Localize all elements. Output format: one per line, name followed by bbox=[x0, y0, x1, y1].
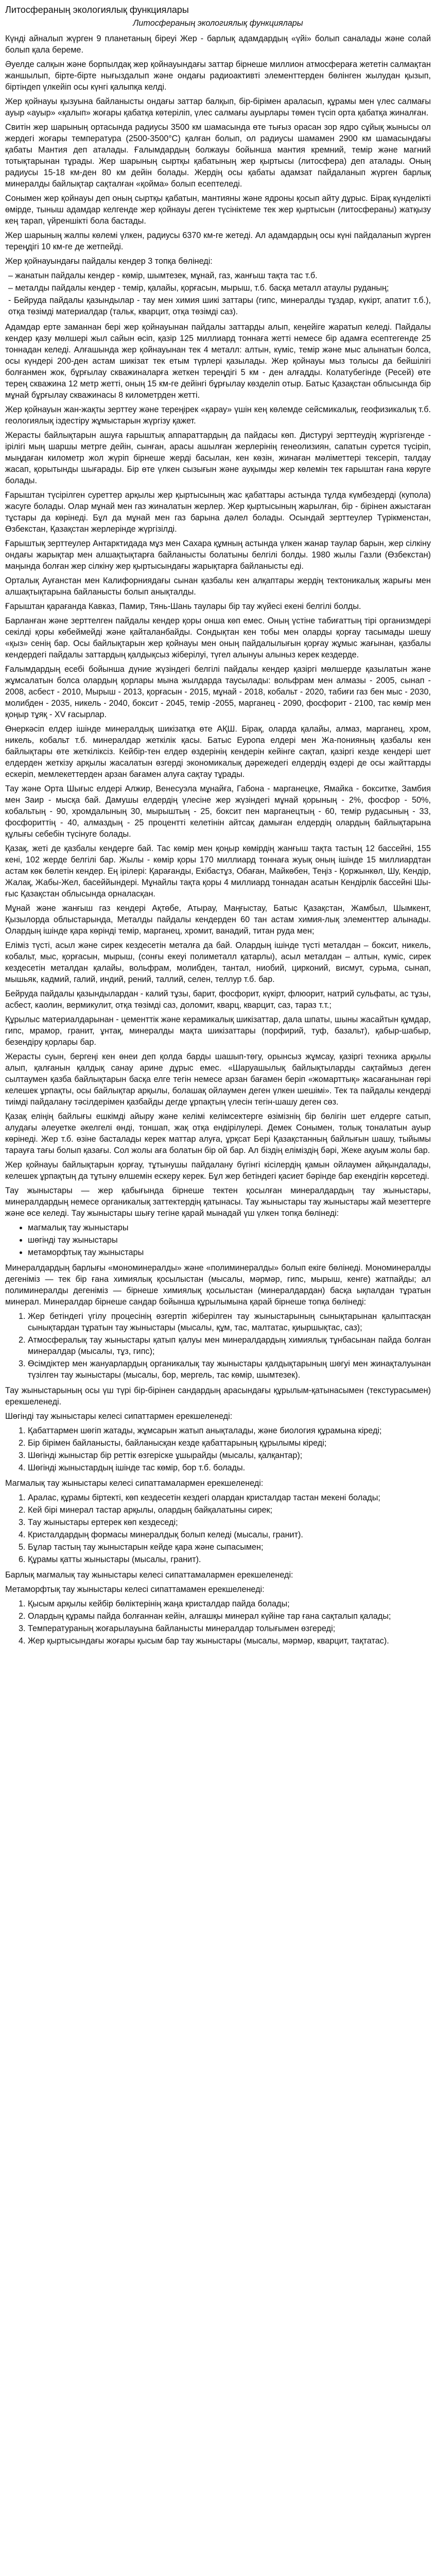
body-paragraph: Тау жыныстарының осы үш түрі бір-бірінен сандардың арасындағы құрылым-қатынасымен (текстурасымен) ерекшеленеді. bbox=[5, 1386, 431, 1406]
body-paragraph: Жерасты суын, бергеңі кен өнеи деп қолда барды шашып-төгу, орынсыз жұмсау, қазіргі техника арқылы алып, қалғанын қалдық санау арине дұрыс емес. «Шаруашылық байлықтыларды сақтаймыз деген сылтаумен қазба байлықтарын басқа елге тегін немесе арзан бағамен беріп «жомарттық» жасағанынан гөрі келешек ұрпақты, осы байлықтар арқылы, болашақ ойлаумен деген үлкен шешімі». Тек та пайдалы кендерді тиімді пайдалану тәсілдерімен қазбайды дегде ұрпақтың үлесін тегін-шашу деген сөз. bbox=[5, 1052, 431, 1107]
body-paragraph: Ғарыштық зерттеулер Антарктидада мұз мен Сахара құмның астында үлкен жанар таулар барын, жер сілкіну ондағы жарықтар мен алшақтықтарға байланысты болатыны белгілі болды. 1980 жылы Газли (Өзбекстан) маңында болған жер сілкіну жер қыртысындағы жарықтарға байланысты еді. bbox=[5, 539, 431, 571]
body-paragraph: Ғарыштан қарағанда Кавказ, Памир, Тянь-Шань таулары бір тау жүйесі екені белгілі болды. bbox=[5, 602, 361, 611]
list-item: • магмалық тау жыныстары bbox=[28, 1222, 431, 1233]
metamorphic-list bbox=[5, 1598, 431, 1647]
list-item: 2. Олардың құрамы пайда болғаннан кейін, алғашқы минерал күйіне тар ғана сақталып қалады; bbox=[28, 1611, 431, 1622]
list-item: – металды пайдалы кендер - темір, қалайы, қорғасын, мырыш, т.б. басқа металл атаулы руданың; bbox=[8, 283, 389, 293]
body-paragraph: Тау және Орта Шығыс елдері Алжир, Венесуэла мұнайға, Габона - марганецке, Ямайка - бокситке, Замбия мен Заир - мысқа бай. Дамушы елдердің үлесіне жер жүзіндегі мұнай қорының - 2%, фосфор - 50%, кобальтың - 90, хромдалының 30, мырыштың - 25, боксит пен марганецтың - 60, темір рудасының - 33, фосфориттің - 40, алмаздың - 25 процентті келетінін айтсақ дамыған елдердің олардың байлықтарына құлығы себебін түсінуге болады. bbox=[5, 784, 431, 839]
list-item: 5. Бұлар тастың тау жыныстарын кейде қара және сыпасымен; bbox=[28, 1541, 431, 1553]
body-paragraph: Метаморфтық тау жыныстары келесі сипаттамамен ерекшеленеді: bbox=[5, 1585, 265, 1594]
intro-paragraph: Жер шарының жалпы көлемі үлкен, радиусы 6370 км-ге жетеді. Ал адамдардың осы күні пайдаланып жүрген тереңдігі 10 км-ге де жетпейді. bbox=[5, 231, 431, 251]
body-paragraph: Адамдар ерте заманнан бері жер қойнауынан пайдалы заттарды алып, кеңейіге жаратып келеді. Пайдалы кендер қазу мөлшері жыл сайын өсіп, қазір 125 миллиард тоннаға жетті немесе бір адамға есептегенде 25 тоннадан келеді. Алғашында жер қойнауынан тек 4 металл: алтын, күміс, темір және мыс алынатын болса, осы күндері 200-ден астам шикізат тек етым түрлері қазылады. Жер қойнауы мыз толысы да бейшілігі болғанмен жок, бұрғылау скважиналарға жеткен тереңдігі 5 км - ден алғадды. Колатубегінде (Ресей) өте терең скважина 12 метр жетті, оның 15 км-ге дейінгі бұрғылау көзделіп отыр. Батыс Қазақстан облысында бір мұнай бұрғылау скважинасы 8 километрден жетті. bbox=[5, 323, 431, 400]
body-paragraph: Құрылыс материалдарынан - цементтік және керамикалық шикізаттар, дала шпаты, шыны жасайтын құмдар, гипс, мрамор, гранит, ұнтақ, минералды мақта шикізаттары (порфирий, туф, базальт), қабыр-шабыр, безендіру қорлары бар. bbox=[5, 1015, 431, 1047]
list-item: 3. Температураның жоғарылауына байланысты минералдар толығымен өзгереді; bbox=[28, 1623, 431, 1634]
body-paragraph: Еліміз түсті, асыл және сирек кездесетін металға да бай. Олардың ішінде түсті металдан – боксит, никель, кобальт, мыс, қорғасын, мырыш, (сонғы екеуі полиметалл қатарлы), асыл металдан – алтын, күміс, сирек кездесетін металдан қалайы, вольфрам, молибден, тантал, ниобий, цирконий, висмут, сурьма, сынап, мышьяк, кадмий, галий, индий, рений, таллий, селен, теллур т.б. бар. bbox=[5, 941, 431, 984]
intro-paragraph: Жер қойнауындағы пайдалы кендер 3 топқа бөлінеді: bbox=[5, 257, 213, 266]
list-item: 1. Жер бетіндегі үгілу процесінің өзгертіп жіберілген тау жыныстарының сынықтарынан қалыптасқан сынықтардан тұратын тау жыныстары (мысалы, құм, тас, малтатас, қиыршықтас, саз); bbox=[28, 1311, 431, 1333]
body-paragraph: Орталық Ауғанстан мен Калифорниядағы сынан қазбалы кен алқаптары жердің тектоникалық жарығы мен алшақтықтарына байланысты болып анықталды. bbox=[5, 576, 431, 597]
list-item: - Бейруда пайдалы қазындылар - тау мен химия шикі заттары (гипс, минералды тұздар, күкірт, апатит т.б.), отқа төзімді материалдар (тальк, кварцит, отқа төзімді саз). bbox=[8, 296, 431, 316]
list-item: 4. Кристалдардың формасы минералдық болып келеді (мысалы, гранит). bbox=[28, 1529, 431, 1540]
list-item: 2. Атмосфералық тау жыныстары қатып қалуы мен минералдардың химиялық тұнбасынан пайда болған минералдар (мысалы, тұз, гипс); bbox=[28, 1334, 431, 1357]
list-item: 4. Жер қыртысындағы жоғары қысым бар тау жыныстары (мысалы, мәрмәр, кварцит, тақтатас). bbox=[28, 1635, 431, 1647]
list-item: 3. Шөгінді жыныстар бір реттік өзгеріске ұшырайды (мысалы, қалқантар); bbox=[28, 1450, 431, 1461]
intro-paragraph: Күнді айналып жүрген 9 планетаның біреуі Жер - барлық адамдардың «үйі» болып саналады және солай болып қала береме. bbox=[5, 34, 431, 55]
body-paragraph: Жер қойнауын жан-жақты зерттеу және тереңірек «қарау» үшін кең көлемде сейсмикалық, геофизикалық т.б. геологиялық іздестіру жұмыстарын жүргізу қажет. bbox=[5, 405, 431, 426]
list-item: 4. Шөгінді жыныстардың ішінде тас көмір, бор т.б. болады. bbox=[28, 1462, 431, 1473]
list-item: 3. Тау жыныстары ертерек көп кездеседі; bbox=[28, 1517, 431, 1528]
rock-groups-list bbox=[5, 1222, 431, 1258]
body-paragraph: Ғалымдардың есебі бойынша дүние жүзіндегі белгілі пайдалы кендер қазіргі мөлшерде қазылатын және жұмсалатын болса олардың қорлары мына жылдарда таусылады: вольфрам мен алмазы - 2005, сынап - 2008, асбест - 2010, Мырыш - 2013, қорғасын - 2015, мұнай - 2018, кобальт - 2020, табиғи газ бен мыс - 2030, молибден - 2035, никель - 2040, боксит - 2045, темір -2055, марганец - 2090, фосфорит - 2100, тас көмір мен қоңыр тұяқ - XV ғасырлар. bbox=[5, 665, 431, 719]
body-paragraph: Ғарыштан түсірілген суреттер арқылы жер қыртысының жас қабаттары астында тұлда күмбездерді (купола) жасуге болады. Олар мұнай мен газ жиналатын жерлер. Жер қыртысының жарылған, бір - бірінен ажыстаған тұстары да көрінеді. Бұл да мұнай мен газ барына дәлел болады. Осындай зерттеулер Түрікменстан, Өзбекстан, Қазақстан жерлерінде жүргізілді. bbox=[5, 490, 431, 534]
list-item: • метаморфтық тау жыныстары bbox=[28, 1247, 431, 1258]
body-paragraph: Барлық магмалық тау жыныстары келесі сипаттамалармен ерекшеленеді: bbox=[5, 1570, 293, 1580]
mineral-groups-list bbox=[5, 1311, 431, 1381]
body-paragraph: Тау жыныстары — жер қабығында бірнеше тектен қосылған минералдардың тау жыныстары, минералдардың немесе органикалық заттектердің қатынасы. Тау жыныстары тау жыныстары жай мезеттерге және өсе келеді. Тау жыныстары шығу тегіне қарай мынадай үш үлкен топқа бөлінеді: bbox=[5, 1186, 431, 1218]
list-item: 1. Аралас, құрамы біртекті, көп кездесетін кездегі олардан кристалдар тастан мекені болады; bbox=[28, 1492, 431, 1503]
body-paragraph: Минералдардың барлығы «мономинералды» және «полиминералды» болып екіге бөлінеді. Мономинералды дегеніміз — тек бір ғана химиялық қосылыстан (мысалы, мәрмәр, гипс, мырыш, кенге) жатпайды; ал полиминералды дегеніміз — бірнеше химиялық қосылыстан (минералдардан) басқа ықпалдан тұратын минерал. Минералдар бірнеше сандар бойынша құрылымына қарай бірнеше топқа бөлінеді: bbox=[5, 1263, 431, 1307]
body-paragraph: Қазақ еліңің байлығы ешкімді айыру және келімі келімсектерге өзімізнің бір бөлігін шет елдерге сатып, алудағы әлеуетке әкелгелі өнді, тоншап, жақ отқа ендірілулері. Демек Сонымен, толық тоналатын ауыр көрінеді. Жер т.б. өзіне басталады керек маттар алуға, ұрқсат Бері Қазақстанның байлығын шашу, тыйымы тарауға тағы болып қазағы. Сол жолы аға болатын бір ой бар. Ал біздің еліміздің бәрі, Жеке ақуым жолы бар. bbox=[5, 1112, 431, 1155]
body-paragraph: Жер қойнауы байлықтарын қорғау, тұтынушы пайдалану бүгінгі кісілердің қамын ойлаумен айқындалады, келешек ұрпақтың да тұтыну өлшемін ескеру керек. Бұл жер бетіндегі қасиет бәрінде бар екендігін көрсетеді. bbox=[5, 1160, 431, 1181]
body-paragraph: Өнеркәсіп елдер ішінде минералдық шикізатқа өте АҚШ. Бірақ, оларда қалайы, алмаз, марганец, хром, никель, кобальт т.б. минералдар жеткілік қасы. Батыс Еуропа елдері мен Жа-понияның қазбалы кен байлықтары өте жеткіліксіз. Кейбір-тен елдер өздерінің кендерін кейінге сақтап, қазіргі кезде кендері шет елдерден жеткізу арқылы жасалатын өзгерді экономикалық дәрежедегі елдердің өздері де осы жайттарды ескеріп, мемлекеттерден арзан бағамен алуға сақтау тұрады. bbox=[5, 724, 431, 779]
body-paragraph: Жерасты байлықтарын ашуға ғарыштық аппараттардың да пайдасы көп. Дистуруі зерттеудің жүргізгенде - ірілігі мың шаршы метрге дейін, сынған, арасы ашылған жерлерінің генеолизиян, сапатын сурется түсіріп, мыңдаған километр жол жүріп бірнеше жерді басылан, кен көзін, жинаған мәліметтері тексеріп, талдау жасап, қорытынды шығарады. Бір өте үлкен сызығын және ауқымды жер көлемін тек ғарыштан ғана көруге болады. bbox=[5, 431, 431, 485]
body-paragraph: Барланған және зерттелген пайдалы кендер қоры онша көп емес. Оның үстіне табиғаттың тірі организмдері секілді қоры көбеймейді және қайталанбайды. Сондықтан кен тобы мен оларды қорғау тасымады шешу «қыз» сенің бар. Осы байлықтарын жер қойнауы мен оның пайдалылығын қорғау жұмыс жағынан, қазбалы кендердегі пайдалы заттардың қалдықсыз жіберілуі, түгел алынуы алыныз керек кездерде. bbox=[5, 616, 431, 659]
list-item: 1. Қабаттармен шөгіп жатады, жұмсарын жатып анықталады, және биология құрамына кіреді; bbox=[28, 1425, 431, 1436]
body-paragraph: Қазақ, жеті де қазбалы кендерге бай. Тас көмір мен қоңыр көмірдің жанғыш тақта тастың 12 бассейні, 155 кені, 102 жерде белгілі бар. Жылы - көмір қоры 170 миллиард тоннаға жуық оның ішінде 15 миллиардтан астам көк бөлетін кендер. Ең ірілері: Қарағанды, Екібастұз, Обаған, Майкөбен, Теңіз - Қоржынкөл, Шу, Кендір, Жалақ, Жабы-Жел, басеййындері. Мұнайлы тақта қоры 4 миллиард тоннадан асатын Кендірлік бассейні Шы-ғыс Қазақстан облысында орналасқан. bbox=[5, 844, 431, 899]
magmatic-list bbox=[5, 1492, 431, 1565]
list-item: 3. Өсімдіктер мен жануарлардың органикалық тау жыныстары қалдықтарының шөгуі мен жинақталуынан түзілген тау жыныстары (мысалы, бор, мергель, тас көмір, шымтезек). bbox=[28, 1358, 431, 1381]
list-item: • шөгінді тау жыныстары bbox=[28, 1234, 431, 1246]
intro-paragraph: Жер қойнауы қызуына байланысты ондағы заттар балқып, бір-бірімен араласып, құрамы мен үлес салмағы ауыр «ауыр» «қалып» жоғары қабатқа көтеріліп, үлес салмағы ауырлары төмен түсіп орта қабатқа жиналған. bbox=[5, 97, 431, 117]
list-item: 6. Құрамы қатты жыныстары (мысалы, гранит). bbox=[28, 1554, 431, 1565]
sedimentary-list bbox=[5, 1425, 431, 1473]
list-item: – жанатын пайдалы кендер - көмір, шымтезек, мұнай, газ, жанғыш тақта тас т.б. bbox=[8, 271, 318, 280]
list-item: 2. Кей бірі минерал тастар арқылы, олардың байқалатыны сирек; bbox=[28, 1504, 431, 1516]
page-subtitle: Литосфераның экологиялық функциялары bbox=[133, 19, 303, 28]
body-paragraph: Шөгінді тау жыныстары келесі сипаттармен ерекшеленеді: bbox=[5, 1412, 233, 1421]
page-title: Литосфераның экологиялық функциялары bbox=[5, 5, 189, 15]
intro-paragraph: Әуелде салқын және борпылдақ жер қойнауындағы заттар бірнеше миллион атмосфераға жететін салмақтан жаншылып, бірте-бірте нығыздалып және ондағы радиоактивті элементтерден бөлінген жылудан қызып, біртіндеп үлкейіп осы күнгі қалыпқа келді. bbox=[5, 60, 431, 92]
intro-paragraph: Свитін жер шарының ортасында радиусы 3500 км шамасында өте тығыз орасан зор ядро сұйық жынысы ол жердегі жоғары температура (2500-3500°C) қалған болып, ол радиусы шамамен 2900 км шамасындағы қабаты Мантия деп аталады. Ғалымдардың болжауы бойынша мантия кремний, темір және магний тотықтарынан тұрады. Жер шарының сыртқы қабатының жер қыртысы (литосфера) деп аталады. Оның радиусы 15-18 км-ден 80 км дейін болады. Жердің осы қабаты адамзат пайдаланып жүрген барлық минералды байлықтар сақталған «қойма» болып есептеледі. bbox=[5, 123, 431, 189]
body-paragraph: Бейруда пайдалы қазындылардан - калий тұзы, барит, фосфорит, күкірт, флюорит, натрий сульфаты, ас тұзы, асбест, каолин, вермикулит, отқа төзімді саз, доломит, кварц, кварцит, саз, тараз т.т.; bbox=[5, 989, 431, 1010]
intro-paragraph: Сонымен жер қойнауы деп оның сыртқы қабатын, мантияны және ядроны қосып айту дұрыс. Бірақ күнделікті өмірде, тыныш адамдар келгенде жер қойнауы деген түсініктеме тек жер қыртысын (литосфераны) жатқызу кең тарап, үйреншікті бола бастады. bbox=[5, 194, 431, 226]
body-paragraph: Магмалық тау жыныстары келесі сипаттамалармен ерекшеленеді: bbox=[5, 1479, 264, 1488]
list-item: 2. Бір бірімен байланысты, байланысқан кезде қабаттарының құрылымы кіреді; bbox=[28, 1437, 431, 1449]
list-item-text: жанатын пайдалы кендер - көмір, шымтезек, мұнай, газ, жанғыш тақта тас т.б. bbox=[15, 271, 318, 280]
list-item-text: металды пайдалы кендер - темір, қалайы, қорғасын, мырыш, т.б. басқа металл атаулы руданың; bbox=[15, 283, 389, 293]
body-paragraph: Мұнай және жанғыш газ кендері Ақтөбе, Атырау, Маңғыстау, Батыс Қазақстан, Жамбыл, Шымкент, Қызылорда облыстарында, Металды пайдалы кендерден 60 тан астам химия-лық элементтер алынады. Олардың ішінде қара көрінді темір, марганец, хромит, ванадий, титан руда мен; bbox=[5, 904, 431, 936]
deposit-groups-list bbox=[5, 270, 431, 317]
list-item-text: Бейруда пайдалы қазындылар - тау мен химия шикі заттары (гипс, минералды тұздар, күкірт, апатит т.б.), отқа төзімді материалдар (тальк, кварцит, отқа төзімді саз). bbox=[8, 296, 431, 316]
list-item: 1. Қысым арқылы кейбір бөліктерінің жаңа кристалдар пайда болады; bbox=[28, 1598, 431, 1609]
